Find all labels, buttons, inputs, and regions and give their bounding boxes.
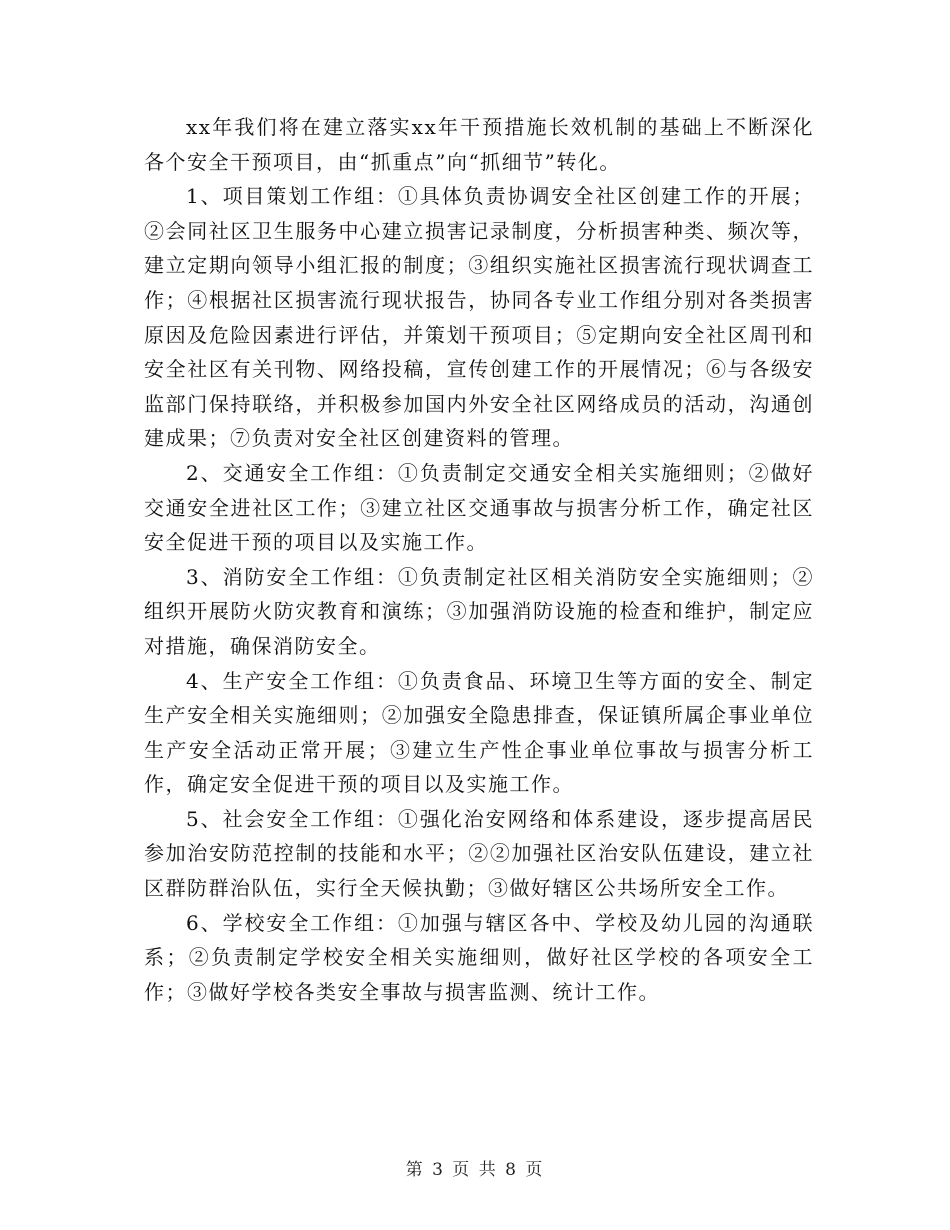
paragraph-traffic-safety: 2、交通安全工作组：①负责制定交通安全相关实施细则；②做好交通安全进社区工作；③建立社区交通事故与损害分析工作，确定社区安全促进干预的项目以及实施工作。 — [144, 460, 814, 555]
page-number-footer: 第 3 页 共 8 页 — [405, 1160, 545, 1180]
paragraph-social-safety: 5、社会安全工作组：①强化治安网络和体系建设，逐步提高居民参加治安防范控制的技能和水平；②②加强社区治安队伍建设，建立社区群防群治队伍，实行全天候执勤；③做好辖区公共场所安全工作。 — [144, 806, 814, 901]
paragraph-intro: xx年我们将在建立落实xx年干预措施长效机制的基础上不断深化各个安全干预项目，由“抓重点”向“抓细节”转化。 — [144, 115, 814, 174]
paragraph-school-safety: 6、学校安全工作组：①加强与辖区各中、学校及幼儿园的沟通联系；②负责制定学校安全相关实施细则，做好社区学校的各项安全工作；③做好学校各类安全事故与损害监测、统计工作。 — [144, 910, 814, 1004]
document-body — [144, 110, 814, 1009]
paragraph-project-planning: 1、项目策划工作组：①具体负责协调安全社区创建工作的开展；②会同社区卫生服务中心建立损害记录制度，分析损害种类、频次等，建立定期向领导小组汇报的制度；③组织实施社区损害流行现状调查工作；④根据社区损害流行现状报告，协同各专业工作组分别对各类损害原因及危险因素进行评估，并策划干预项目；⑤定期向安全社区周刊和安全社区有关刊物、网络投稿，宣传创建工作的开展情况；⑥与各级安监部门保持联络，并积极参加国内外安全社区网络成员的活动，沟通创建成果；⑦负责对安全社区创建资料的管理。 — [144, 184, 814, 451]
paragraph-production-safety: 4、生产安全工作组：①负责食品、环境卫生等方面的安全、制定生产安全相关实施细则；②加强安全隐患排查，保证镇所属企事业单位生产安全活动正常开展；③建立生产性企事业单位事故与损害分析工作，确定安全促进干预的项目以及实施工作。 — [144, 668, 814, 797]
paragraph-fire-safety: 3、消防安全工作组：①负责制定社区相关消防安全实施细则；②组织开展防火防灾教育和演练；③加强消防设施的检查和维护，制定应对措施，确保消防安全。 — [144, 564, 814, 658]
